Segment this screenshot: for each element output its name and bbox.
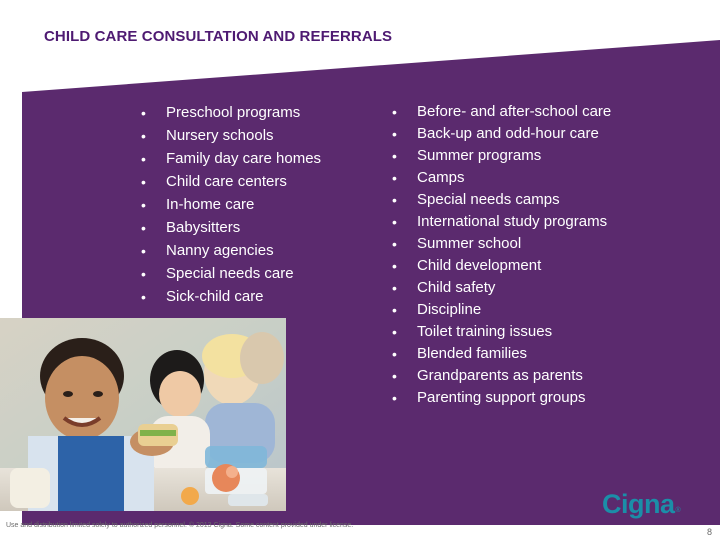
list-item: • Family day care homes (141, 148, 321, 171)
list-item: • Summer programs (392, 145, 611, 167)
list-item: • International study programs (392, 211, 611, 233)
service-list-left (141, 102, 321, 309)
list-item: • Before- and after-school care (392, 101, 611, 123)
list-item: • Sick-child care (141, 286, 321, 309)
list-item: • In-home care (141, 194, 321, 217)
list-item: • Child development (392, 255, 611, 277)
list-item: • Special needs camps (392, 189, 611, 211)
logo-text: Cigna (602, 489, 675, 519)
children-eating-lunch-photo (0, 318, 286, 511)
list-item: • Nursery schools (141, 125, 321, 148)
list-item: • Child safety (392, 277, 611, 299)
page-number: 8 (706, 527, 712, 537)
list-item: • Nanny agencies (141, 240, 321, 263)
list-item: • Discipline (392, 299, 611, 321)
list-item: • Parenting support groups (392, 387, 611, 409)
list-item: • Preschool programs (141, 102, 321, 125)
list-item: • Summer school (392, 233, 611, 255)
list-item: • Child care centers (141, 171, 321, 194)
list-item: • Back-up and odd-hour care (392, 123, 611, 145)
slide-title: CHILD CARE CONSULTATION AND REFERRALS (44, 28, 393, 45)
list-item: • Grandparents as parents (392, 365, 611, 387)
list-item: • Special needs care (141, 263, 321, 286)
registered-mark: ® (675, 507, 681, 514)
list-item: • Toilet training issues (392, 321, 611, 343)
list-item: • Babysitters (141, 217, 321, 240)
copyright-footer: Use and distribution limited solely to authorized personnel. © 2013 Cigna. Some content provided under license. (6, 522, 354, 529)
list-item: • Blended families (392, 343, 611, 365)
service-list-right (392, 101, 611, 409)
list-item: • Camps (392, 167, 611, 189)
cigna-logo (602, 489, 680, 526)
